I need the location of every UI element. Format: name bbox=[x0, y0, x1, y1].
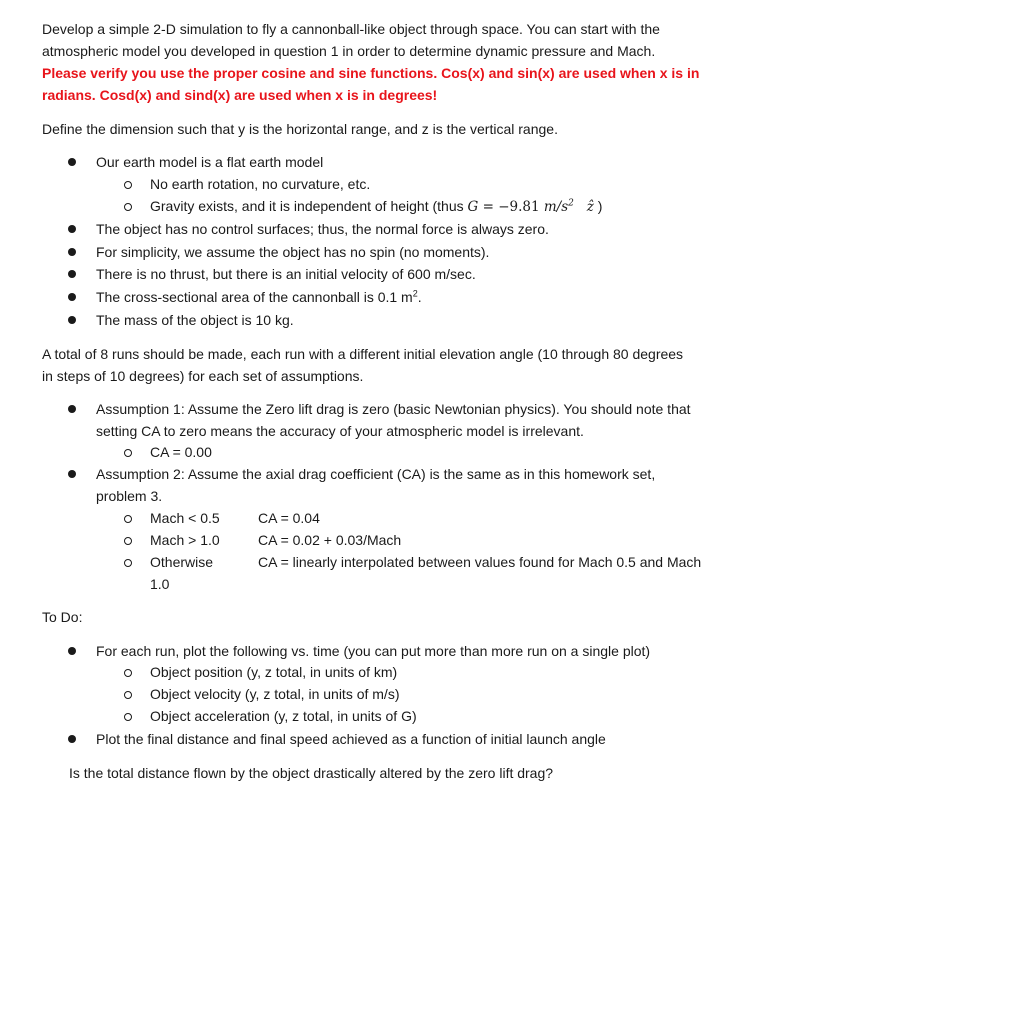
earth-sub-item-2 bbox=[150, 195, 602, 218]
intro-line-1: Develop a simple 2-D simulation to fly a cannonball-like object through space. You can start with the bbox=[42, 21, 660, 37]
bullet-dot bbox=[68, 735, 76, 743]
sub-bullet-circle bbox=[124, 537, 132, 545]
sub-bullet-circle bbox=[124, 449, 132, 457]
sub-bullet-circle bbox=[124, 691, 132, 699]
runs-line-1: A total of 8 runs should be made, each run with a different initial elevation angle (10 through 80 degrees bbox=[42, 346, 684, 362]
area-text: The cross-sectional area of the cannonball is 0.1 m bbox=[96, 289, 413, 305]
sub-bullet-circle bbox=[124, 203, 132, 211]
todo-plot-item: For each run, plot the following vs. time (you can put more than more run on a single plot) bbox=[96, 643, 651, 659]
earth-model-item: Our earth model is a flat earth model bbox=[96, 154, 324, 170]
ca-value: CA = 0.02 + 0.03/Mach bbox=[258, 532, 402, 548]
area-exponent: 2 bbox=[412, 288, 418, 299]
bullet-dot bbox=[68, 225, 76, 233]
area-item bbox=[96, 286, 422, 308]
assumption2-line-1: Assumption 2: Assume the axial drag coefficient (CA) is the same as in this homework set, bbox=[96, 466, 656, 482]
gravity-equation bbox=[468, 199, 594, 215]
gravity-text: Gravity exists, and it is independent of height (thus bbox=[150, 198, 464, 214]
area-period: . bbox=[417, 289, 422, 305]
todo-final-item: Plot the final distance and final speed achieved as a function of initial launch angle bbox=[96, 731, 606, 747]
ca-condition: Mach > 1.0 bbox=[150, 532, 220, 548]
todo-sub-acceleration: Object acceleration (y, z total, in units of G) bbox=[150, 708, 417, 724]
z-hat-symbol: ẑ bbox=[586, 199, 594, 215]
bullet-dot bbox=[68, 316, 76, 324]
assumption1-line-1: Assumption 1: Assume the Zero lift drag is zero (basic Newtonian physics). You should note that bbox=[96, 401, 691, 417]
ca-condition: Mach < 0.5 bbox=[150, 510, 220, 526]
earth-sub-item-1: No earth rotation, no curvature, etc. bbox=[150, 176, 371, 192]
sub-bullet-circle bbox=[124, 515, 132, 523]
define-dimension-text: Define the dimension such that y is the horizontal range, and z is the vertical range. bbox=[42, 121, 558, 137]
ca-value: CA = 0.04 bbox=[258, 510, 320, 526]
sub-bullet-circle bbox=[124, 713, 132, 721]
intro-line-2: atmospheric model you developed in question 1 in order to determine dynamic pressure and Mach. bbox=[42, 43, 656, 59]
assumption2-line-2: problem 3. bbox=[96, 488, 163, 504]
clipped-heading bbox=[42, 0, 46, 2]
sub-bullet-circle bbox=[124, 559, 132, 567]
control-surfaces-item: The object has no control surfaces; thus, the normal force is always zero. bbox=[96, 221, 549, 237]
question-text: Is the total distance flown by the object drastically altered by the zero lift drag? bbox=[69, 765, 554, 781]
assumption1-line-2: setting CA to zero means the accuracy of your atmospheric model is irrelevant. bbox=[96, 423, 584, 439]
gravity-symbol: G bbox=[467, 199, 479, 215]
ca-value: CA = linearly interpolated between values found for Mach 0.5 and Mach bbox=[258, 554, 702, 570]
gravity-equals: = −9.81 bbox=[478, 199, 544, 215]
gravity-unit: m/s bbox=[543, 199, 569, 215]
sub-bullet-circle bbox=[124, 181, 132, 189]
bullet-dot bbox=[68, 293, 76, 301]
bullet-dot bbox=[68, 158, 76, 166]
spin-item: For simplicity, we assume the object has no spin (no moments). bbox=[96, 244, 490, 260]
bullet-dot bbox=[68, 270, 76, 278]
gravity-close-paren: ) bbox=[597, 198, 603, 214]
assumption1-ca: CA = 0.00 bbox=[150, 444, 212, 460]
warning-line-2: radians. Cosd(x) and sind(x) are used when x is in degrees! bbox=[42, 87, 438, 103]
runs-line-2: in steps of 10 degrees) for each set of assumptions. bbox=[42, 368, 364, 384]
bullet-dot bbox=[68, 248, 76, 256]
ca-condition: Otherwise bbox=[150, 554, 214, 570]
thrust-item: There is no thrust, but there is an initial velocity of 600 m/sec. bbox=[96, 266, 476, 282]
ca-otherwise-continuation: 1.0 bbox=[150, 576, 170, 592]
todo-heading: To Do: bbox=[42, 609, 83, 625]
mass-item: The mass of the object is 10 kg. bbox=[96, 312, 294, 328]
sub-bullet-circle bbox=[124, 669, 132, 677]
bullet-dot bbox=[68, 470, 76, 478]
bullet-dot bbox=[68, 647, 76, 655]
todo-sub-position: Object position (y, z total, in units of km) bbox=[150, 664, 398, 680]
bullet-dot bbox=[68, 405, 76, 413]
warning-line-1: Please verify you use the proper cosine and sine functions. Cos(x) and sin(x) are used when x is in bbox=[42, 65, 700, 81]
gravity-exponent: 2 bbox=[568, 198, 574, 209]
todo-sub-velocity: Object velocity (y, z total, in units of m/s) bbox=[150, 686, 400, 702]
